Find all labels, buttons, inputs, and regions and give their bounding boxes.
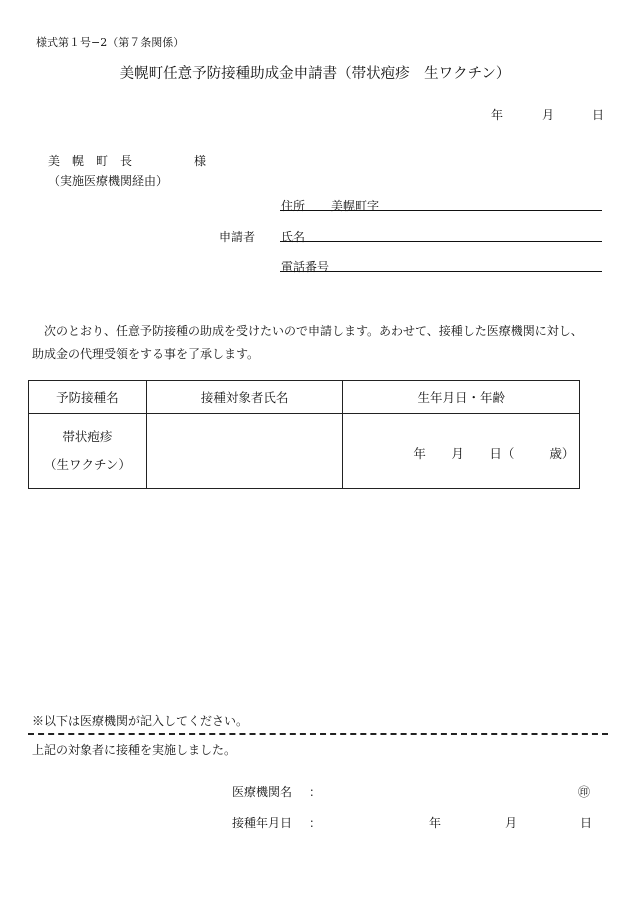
phone-underline[interactable] (280, 271, 602, 272)
via-clinic-note: （実施医療機関経由） (48, 174, 169, 188)
dashed-divider (28, 733, 608, 735)
date-day-label: 日 (592, 108, 605, 122)
name-label: 氏名 (281, 230, 306, 244)
clinic-note: ※以下は医療機関が記入してください。 (32, 714, 249, 728)
vaccination-year-label: 年 (429, 816, 442, 830)
application-table (28, 380, 580, 489)
address-underline (280, 210, 602, 211)
birth-age-cell[interactable] (343, 414, 580, 489)
header-vaccine-name: 予防接種名 (29, 381, 147, 414)
phone-label: 電話番号 (281, 260, 330, 274)
body-text-line2: 助成金の代理受領をする事を了承します。 (32, 347, 260, 361)
clinic-name-colon: ： (309, 785, 322, 799)
form-number: 様式第１号−2（第７条関係） (36, 36, 185, 49)
address-value[interactable]: 美幌町字 (331, 199, 380, 213)
vaccination-month-label: 月 (505, 816, 518, 830)
vaccination-date-colon: ： (309, 816, 322, 830)
header-recipient-name: 接種対象者氏名 (146, 381, 343, 414)
age-label: 歳） (549, 446, 575, 461)
table-row (29, 414, 580, 489)
vaccination-day-label: 日 (580, 816, 593, 830)
recipient-name-cell[interactable] (146, 414, 343, 489)
name-underline[interactable] (280, 241, 602, 242)
date-year-label: 年 (491, 108, 504, 122)
clinic-name-label: 医療機関名 (232, 785, 293, 799)
applicant-label: 申請者 (219, 230, 256, 244)
vaccine-name-line1: 帯状疱疹 (62, 429, 113, 444)
date-month-label: 月 (542, 108, 555, 122)
birth-month-label: 月 (451, 446, 464, 461)
birth-year-label: 年 (413, 446, 426, 461)
header-birth-age: 生年月日・年齢 (343, 381, 580, 414)
mayor-label: 美 幌 町 長 (48, 154, 133, 168)
vaccine-name-cell (29, 414, 147, 489)
vaccine-name-line2: （生ワクチン） (43, 457, 131, 472)
seal-mark: ㊞ (578, 785, 591, 799)
vaccination-date-label: 接種年月日 (232, 816, 293, 830)
clinic-statement: 上記の対象者に接種を実施しました。 (32, 743, 237, 757)
honorific: 様 (194, 154, 207, 168)
birth-day-label: 日（ (489, 446, 515, 461)
table-header-row (29, 381, 580, 414)
form-title: 美幌町任意予防接種助成金申請書（帯状疱疹 生ワクチン） (119, 66, 511, 82)
address-label: 住所 (281, 199, 306, 213)
body-text-line1: 次のとおり、任意予防接種の助成を受けたいので申請します。あわせて、接種した医療機関に対し、 (44, 324, 583, 338)
